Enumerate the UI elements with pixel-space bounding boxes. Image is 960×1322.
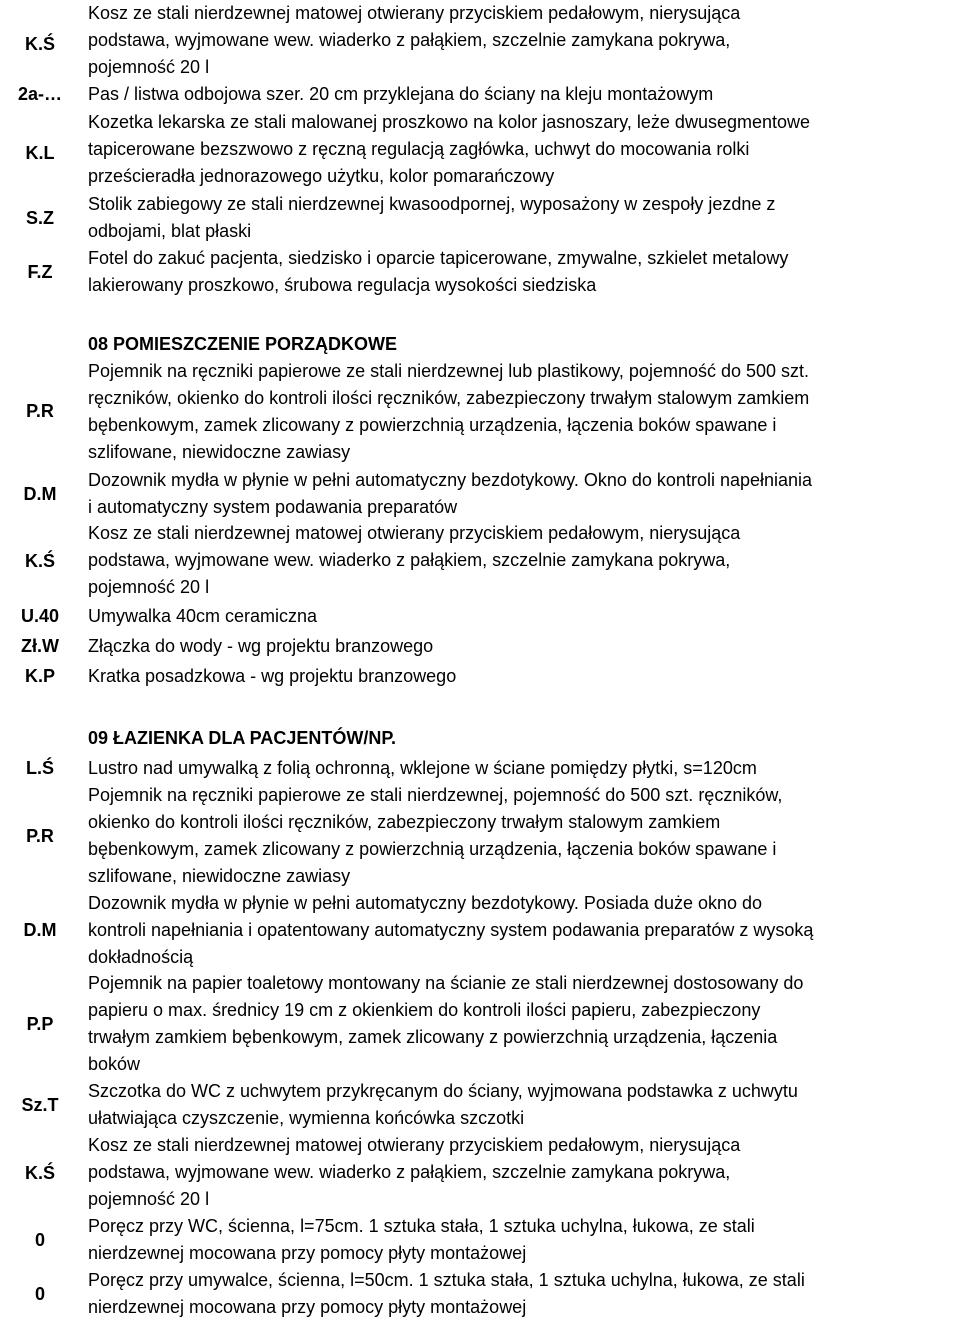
row-code: Sz.T [21, 1095, 59, 1115]
row-code: K.Ś [24, 551, 55, 571]
row-description: Szczotka do WC z uchwytem przykręcanym do ściany, wyjmowana podstawka z uchwytu ułatwiająca czyszczenie, wymienna końcówka szczotki [88, 1081, 798, 1128]
row-description: Stolik zabiegowy ze stali nierdzewnej kwasoodpornej, wyposażony w zespoły jezdne z odbojami, blat płaski [88, 194, 776, 241]
row-description: Pas / listwa odbojowa szer. 20 cm przyklejana do ściany na kleju montażowym [88, 84, 714, 104]
row-code: S.Z [25, 208, 54, 228]
row-code: K.Ś [24, 34, 55, 54]
row-description: Pojemnik na ręczniki papierowe ze stali nierdzewnej, pojemność do 500 szt. ręczników, okienko do kontroli ilości ręczników, zabezpieczony trwałym stalowym zamkiem bębenkowym, zamek zlicowany z powierzchnią urządzenia, łączenia boków spawane i szlifowane, niewidoczne zawiasy [88, 785, 783, 886]
row-description: Poręcz przy WC, ścienna, l=75cm. 1 sztuka stała, 1 sztuka uchylna, łukowa, ze stali nierdzewnej mocowana przy pomocy płyty montażowej [88, 1216, 755, 1263]
row-code: L.Ś [25, 758, 54, 778]
row-description: Kosz ze stali nierdzewnej matowej otwierany przyciskiem pedałowym, nierysująca podstawa, wyjmowane wew. wiaderko z pałąkiem, szczelnie zamykana pokrywa, pojemność 20 l [88, 1135, 741, 1209]
row-code: 0 [34, 1284, 45, 1304]
row-description: Lustro nad umywalką z folią ochronną, wklejone w ściane pomiędzy płytki, s=120cm [88, 758, 757, 778]
row-code: D.M [23, 484, 57, 504]
row-description: Dozownik mydła w płynie w pełni automatyczny bezdotykowy. Okno do kontroli napełniania i automatyczny system podawania preparatów [88, 470, 813, 517]
row-code: P.P [26, 1014, 54, 1034]
section-header: 09 ŁAZIENKA DLA PACJENTÓW/NP. [88, 728, 397, 748]
row-description: Kratka posadzkowa - wg projektu branzowego [88, 666, 457, 686]
row-code: P.R [26, 401, 54, 421]
row-description: Fotel do zakuć pacjenta, siedzisko i oparcie tapicerowane, zmywalne, szkielet metalowy lakierowany proszkowo, śrubowa regulacja wysokości siedziska [88, 248, 789, 295]
row-code: D.M [23, 920, 57, 940]
row-description: Umywalka 40cm ceramiczna [88, 606, 318, 626]
section-header: 08 POMIESZCZENIE PORZĄDKOWE [88, 334, 398, 354]
row-code: U.40 [20, 606, 60, 626]
row-description: Poręcz przy umywalce, ścienna, l=50cm. 1 sztuka stała, 1 sztuka uchylna, łukowa, ze stali nierdzewnej mocowana przy pomocy płyty montażowej [88, 1270, 805, 1317]
row-code: F.Z [27, 262, 53, 282]
row-code: K.P [24, 666, 55, 686]
row-code: K.L [25, 143, 55, 163]
row-code: 0 [34, 1230, 45, 1250]
row-code: Zł.W [21, 636, 59, 656]
row-code: P.R [26, 826, 54, 846]
row-code: K.Ś [24, 1163, 55, 1183]
row-description: Kozetka lekarska ze stali malowanej proszkowo na kolor jasnoszary, leże dwusegmentowe tapicerowane bezszwowo z ręczną regulacją zagłówka, uchwyt do mocowania rolki prześcieradła jednorazowego użytku, kolor pomarańczowy [88, 112, 811, 186]
row-description: Pojemnik na papier toaletowy montowany na ścianie ze stali nierdzewnej dostosowany do papieru o max. średnicy 19 cm z okienkiem do kontroli ilości papieru, zabezpieczony trwałym zamkiem bębenkowym, zamek zlicowany z powierzchnią urządzenia, łączenia boków [88, 973, 804, 1074]
row-description: Kosz ze stali nierdzewnej matowej otwierany przyciskiem pedałowym, nierysująca podstawa, wyjmowane wew. wiaderko z pałąkiem, szczelnie zamykana pokrywa, pojemność 20 l [88, 523, 741, 597]
row-description: Złączka do wody - wg projektu branzowego [88, 636, 434, 656]
row-code: 2a-… [17, 84, 62, 104]
row-description: Dozownik mydła w płynie w pełni automatyczny bezdotykowy. Posiada duże okno do kontroli napełniania i opatentowany automatyczny system podawania preparatów z wysoką dokładnością [88, 893, 814, 967]
row-description: Kosz ze stali nierdzewnej matowej otwierany przyciskiem pedałowym, nierysująca podstawa, wyjmowane wew. wiaderko z pałąkiem, szczelnie zamykana pokrywa, pojemność 20 l [88, 3, 741, 77]
row-description: Pojemnik na ręczniki papierowe ze stali nierdzewnej lub plastikowy, pojemność do 500 szt. ręczników, okienko do kontroli ilości ręczników, zabezpieczony trwałym stalowym zamkiem bębenkowym, zamek zlicowany z powierzchnią urządzenia, łączenia boków spawane i szlifowane, niewidoczne zawiasy [88, 361, 810, 462]
